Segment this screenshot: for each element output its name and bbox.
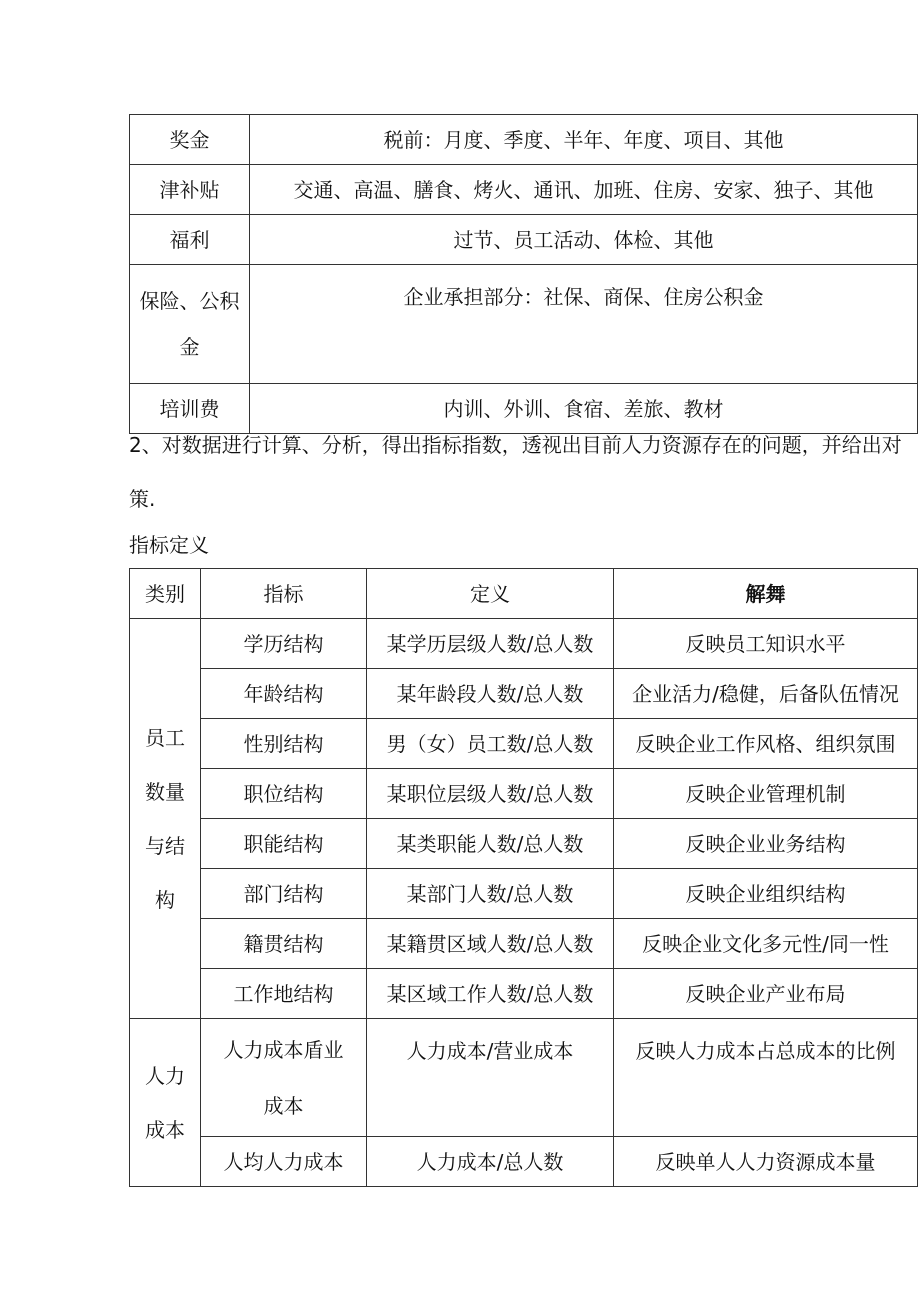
table-row <box>130 719 918 769</box>
table-row <box>130 1137 918 1187</box>
compensation-table <box>129 114 918 434</box>
indicator-cell: 部门结构 <box>201 869 367 919</box>
item-line: 金 <box>179 335 200 359</box>
detail-cell: 过节、员工活动、体检、其他 <box>250 215 918 265</box>
item-cell <box>130 265 250 384</box>
definition-cell: 某类职能人数/总人数 <box>367 819 614 869</box>
definition-cell: 人力成本/营业成本 <box>367 1019 614 1137</box>
item-cell: 津补贴 <box>130 165 250 215</box>
interpretation-cell: 反映企业产业布局 <box>614 969 918 1019</box>
header-row <box>130 569 918 619</box>
interpretation-cell: 反映企业组织结构 <box>614 869 918 919</box>
item-cell: 培训费 <box>130 384 250 434</box>
interpretation-cell: 企业活力/稳健，后备队伍情况 <box>614 669 918 719</box>
category-line: 成本 <box>145 1117 185 1142</box>
interpretation-cell: 反映企业管理机制 <box>614 769 918 819</box>
indicator-table <box>129 568 918 1187</box>
interpretation-cell: 反映员工知识水平 <box>614 619 918 669</box>
interpretation-cell: 反映人力成本占总成本的比例 <box>614 1019 918 1137</box>
header-indicator: 指标 <box>201 569 367 619</box>
definition-cell: 某学历层级人数/总人数 <box>367 619 614 669</box>
header-interpretation: 解舞 <box>614 569 918 619</box>
table-row <box>130 115 918 165</box>
indicator-cell: 工作地结构 <box>201 969 367 1019</box>
definition-cell: 某部门人数/总人数 <box>367 869 614 919</box>
table-row <box>130 619 918 669</box>
category-cell <box>130 1019 201 1187</box>
indicator-cell: 人均人力成本 <box>201 1137 367 1187</box>
indicator-line: 人力成本盾业 <box>223 1037 344 1062</box>
category-cell <box>130 619 201 1019</box>
table-row <box>130 919 918 969</box>
definition-cell: 某区域工作人数/总人数 <box>367 969 614 1019</box>
section-heading: 指标定义 <box>129 533 209 557</box>
definition-cell: 某职位层级人数/总人数 <box>367 769 614 819</box>
interpretation-cell: 反映企业文化多元性/同一性 <box>614 919 918 969</box>
table-row <box>130 1019 918 1137</box>
indicator-cell: 籍贯结构 <box>201 919 367 969</box>
indicator-cell <box>201 1019 367 1137</box>
table-row <box>130 969 918 1019</box>
definition-cell: 男（女）员工数/总人数 <box>367 719 614 769</box>
indicator-line: 成本 <box>263 1093 304 1118</box>
item-line: 保险、公积 <box>139 289 240 313</box>
item-cell: 奖金 <box>130 115 250 165</box>
category-line: 构 <box>155 887 175 912</box>
definition-cell: 某籍贯区域人数/总人数 <box>367 919 614 969</box>
detail-cell: 交通、高温、膳食、烤火、通讯、加班、住房、安家、独子、其他 <box>250 165 918 215</box>
detail-cell: 内训、外训、食宿、差旅、教材 <box>250 384 918 434</box>
indicator-cell: 年龄结构 <box>201 669 367 719</box>
header-category: 类别 <box>130 569 201 619</box>
table-row <box>130 265 918 384</box>
table-row <box>130 165 918 215</box>
detail-cell: 税前：月度、季度、半年、年度、项目、其他 <box>250 115 918 165</box>
definition-cell: 某年龄段人数/总人数 <box>367 669 614 719</box>
table-row <box>130 215 918 265</box>
definition-cell: 人力成本/总人数 <box>367 1137 614 1187</box>
detail-cell: 企业承担部分：社保、商保、住房公积金 <box>250 265 918 384</box>
analysis-paragraph: 2、对数据进行计算、分析，得出指标指数，透视出目前人力资源存在的问题，并给出对策. <box>129 433 902 511</box>
table-row <box>130 769 918 819</box>
indicator-cell: 学历结构 <box>201 619 367 669</box>
indicator-cell: 职能结构 <box>201 819 367 869</box>
interpretation-cell: 反映企业业务结构 <box>614 819 918 869</box>
header-definition: 定义 <box>367 569 614 619</box>
table-row <box>130 669 918 719</box>
indicator-cell: 性别结构 <box>201 719 367 769</box>
interpretation-cell: 反映企业工作风格、组织氛围 <box>614 719 918 769</box>
indicator-cell: 职位结构 <box>201 769 367 819</box>
category-line: 员工 <box>145 725 185 750</box>
item-cell: 福利 <box>130 215 250 265</box>
interpretation-cell: 反映单人人力资源成本量 <box>614 1137 918 1187</box>
category-line: 数量 <box>145 779 185 804</box>
table-row <box>130 869 918 919</box>
category-line: 人力 <box>145 1063 185 1088</box>
category-line: 与结 <box>145 833 185 858</box>
table-row <box>130 819 918 869</box>
